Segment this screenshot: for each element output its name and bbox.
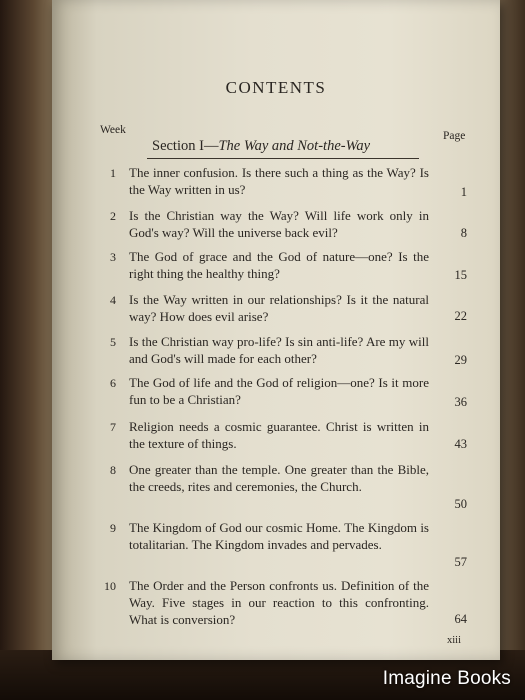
- page-number: 50: [454, 497, 467, 511]
- page-number: 43: [454, 437, 467, 451]
- week-number: 2: [110, 209, 116, 223]
- week-number: 3: [110, 250, 116, 264]
- entry-text: The Order and the Person confronts us. Definition of the Way. Five stages in our reaction to this confronting. What is conversion?: [129, 578, 429, 627]
- entry-text: Religion needs a cosmic guarantee. Christ is written in the texture of things.: [129, 419, 429, 451]
- week-column-header: Week: [100, 124, 126, 136]
- page-column-header: Page: [443, 130, 466, 142]
- week-number: 9: [110, 521, 116, 535]
- section-number: Section I—: [152, 138, 219, 154]
- entry-text: Is the Christian way the Way? Will life work only in God's way? Will the universe back evil?: [129, 208, 429, 240]
- page-number: 8: [460, 226, 467, 240]
- week-number: 1: [110, 166, 116, 180]
- entry-text: The inner confusion. Is there such a thing as the Way? Is the Way written in us?: [129, 165, 429, 197]
- week-number: 6: [110, 376, 116, 390]
- page-number: 64: [454, 612, 467, 626]
- entry-text: The Kingdom of God our cosmic Home. The Kingdom is totalitarian. The Kingdom invades and pervades.: [129, 520, 429, 552]
- section-title-italic: The Way and Not-the-Way: [218, 138, 371, 154]
- entry-text: Is the Way written in our relationships? Is it the natural way? How does evil arise?: [129, 292, 429, 324]
- contents-list: [52, 0, 500, 660]
- week-number: 5: [110, 335, 116, 349]
- page-number: 57: [454, 555, 467, 569]
- page-number: 29: [454, 353, 467, 367]
- entry-text: Is the Christian way pro-life? Is sin anti-life? Are my will and God's will made for each other?: [129, 334, 429, 366]
- watermark-text: Imagine Books: [382, 668, 511, 689]
- entry-text: One greater than the temple. One greater than the Bible, the creeds, rites and ceremonies, the Church.: [129, 462, 429, 494]
- week-number: 8: [110, 463, 116, 477]
- book-spine-shadow: [0, 0, 60, 700]
- week-number: 10: [104, 579, 116, 593]
- page-number: 22: [454, 309, 467, 323]
- entry-text: The God of life and the God of religion—one? Is it more fun to be a Christian?: [129, 375, 429, 407]
- book-page: [52, 0, 500, 660]
- page-number: 1: [460, 185, 467, 199]
- entry-text: The God of grace and the God of nature—one? Is the right thing the healthy thing?: [129, 249, 429, 281]
- page-number: 36: [454, 395, 467, 409]
- page-number: 15: [454, 268, 467, 282]
- week-number: 4: [110, 293, 116, 307]
- week-number: 7: [110, 420, 116, 434]
- folio-number: xiii: [447, 635, 462, 646]
- page-title: CONTENTS: [225, 78, 327, 97]
